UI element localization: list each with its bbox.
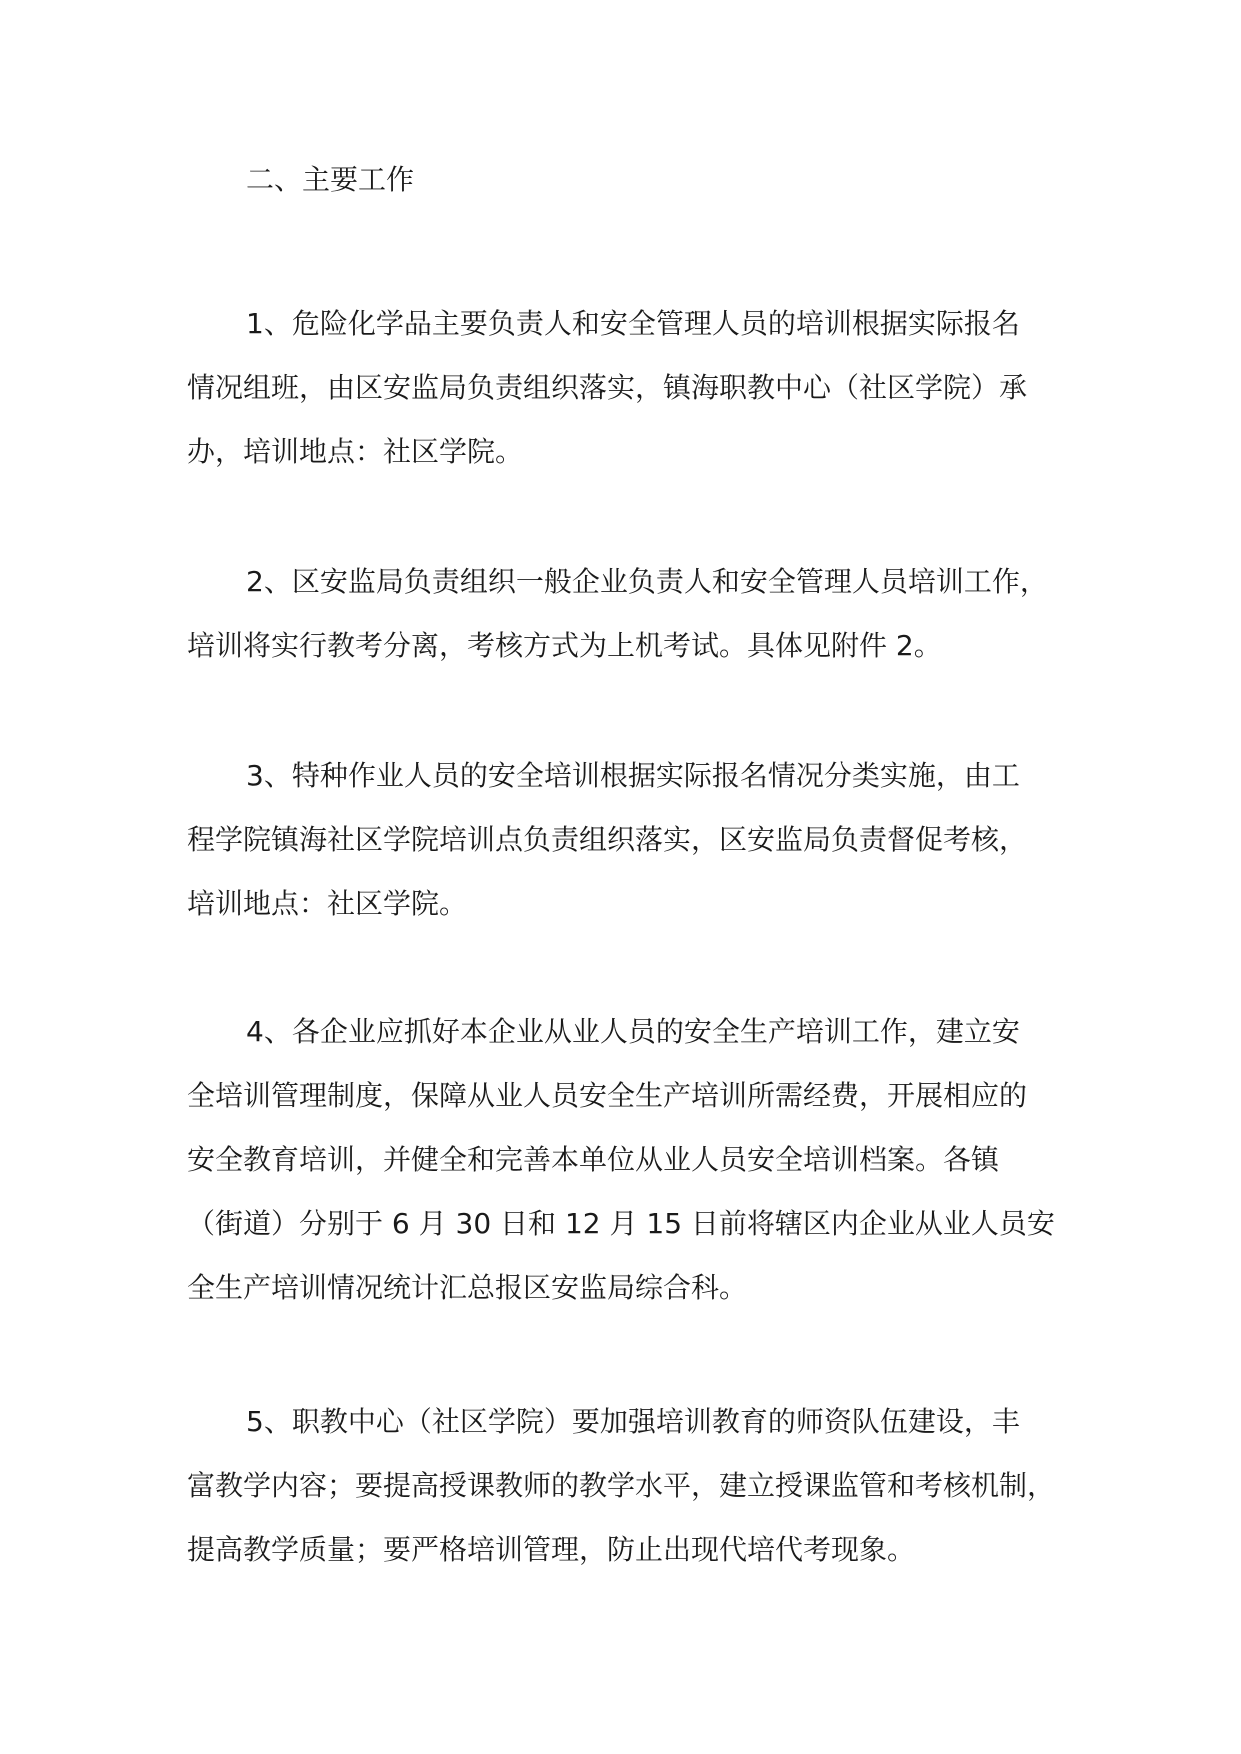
paragraph-line: 全培训管理制度，保障从业人员安全生产培训所需经费，开展相应的 (187, 1079, 1028, 1112)
paragraph-line: 安全教育培训，并健全和完善本单位从业人员安全培训档案。各镇 (187, 1143, 1000, 1176)
paragraph-line: 全生产培训情况统计汇总报区安监局综合科。 (187, 1271, 748, 1304)
paragraph-line: 3、特种作业人员的安全培训根据实际报名情况分类实施，由工 (246, 759, 1020, 792)
paragraph-line: 培训地点：社区学院。 (187, 887, 468, 920)
paragraph-item-2 (187, 550, 1087, 678)
paragraph-line: 4、各企业应抓好本企业从业人员的安全生产培训工作，建立安 (246, 1015, 1020, 1048)
paragraph-line: 2、区安监局负责组织一般企业负责人和安全管理人员培训工作， (246, 565, 1048, 598)
paragraph-line: 培训将实行教考分离，考核方式为上机考试。具体见附件 2。 (187, 629, 942, 662)
paragraph-line: （街道）分别于 6 月 30 日和 12 月 15 日前将辖区内企业从业人员安 (187, 1207, 1055, 1240)
paragraph-line: 1、危险化学品主要负责人和安全管理人员的培训根据实际报名 (246, 307, 1020, 340)
paragraph-item-1 (187, 292, 1087, 484)
paragraph-line: 程学院镇海社区学院培训点负责组织落实，区安监局负责督促考核， (187, 823, 1028, 856)
section-heading: 二、主要工作 (246, 163, 415, 196)
paragraph-item-3 (187, 744, 1087, 936)
paragraph-line: 富教学内容；要提高授课教师的教学水平，建立授课监管和考核机制， (187, 1469, 1056, 1502)
paragraph-line: 5、职教中心（社区学院）要加强培训教育的师资队伍建设，丰 (246, 1405, 1020, 1438)
paragraph-line: 情况组班，由区安监局负责组织落实，镇海职教中心（社区学院）承 (187, 371, 1028, 404)
paragraph-item-5 (187, 1390, 1087, 1582)
paragraph-line: 提高教学质量；要严格培训管理，防止出现代培代考现象。 (187, 1533, 916, 1566)
paragraph-item-4 (187, 1000, 1087, 1320)
paragraph-line: 办，培训地点：社区学院。 (187, 435, 524, 468)
